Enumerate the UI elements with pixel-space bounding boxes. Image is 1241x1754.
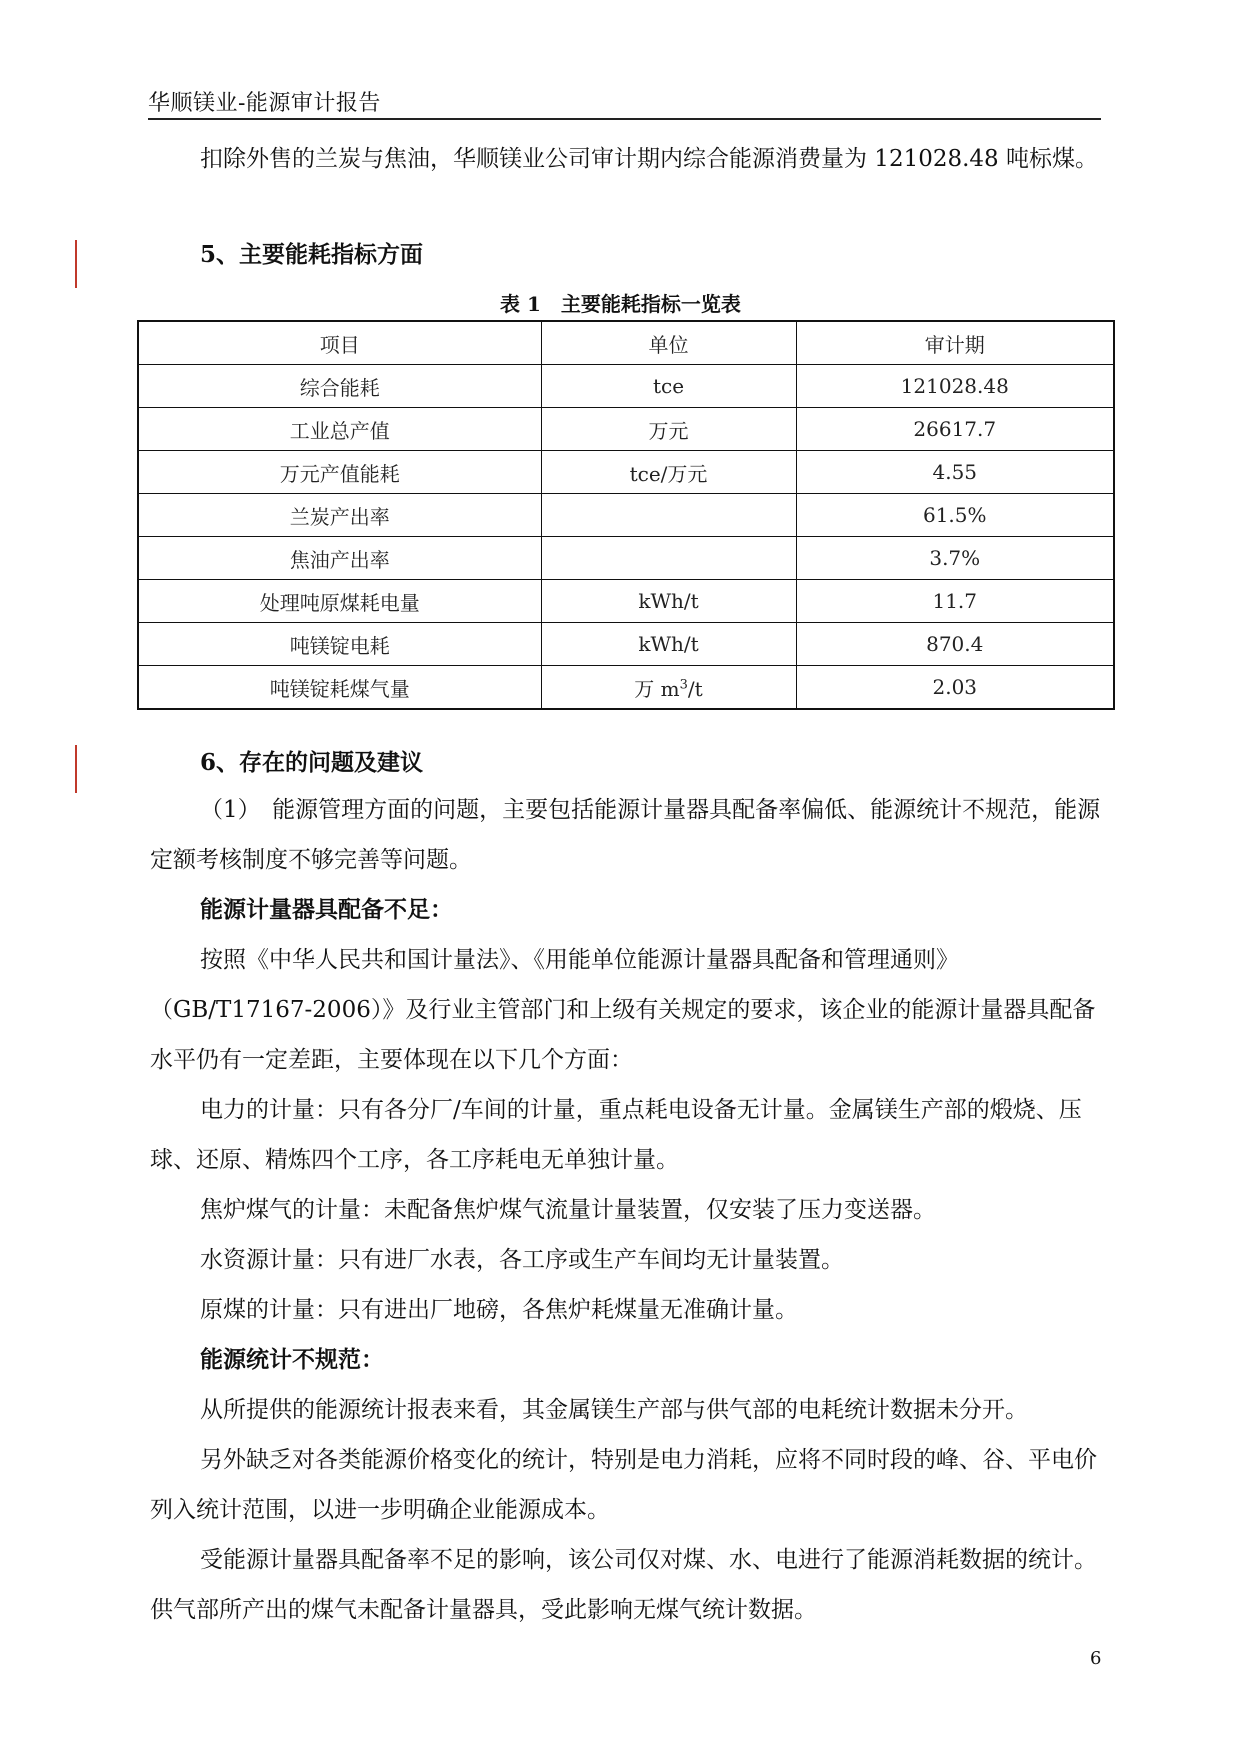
table-header-period: 审计期 [796, 321, 1114, 365]
margin-change-mark [75, 745, 77, 793]
table-cell-unit: 万元 [541, 408, 796, 451]
unit-suffix: /t [687, 676, 703, 701]
issues-intro-paragraph: （1） 能源管理方面的问题，主要包括能源计量器具配备率偏低、能源统计不规范，能源定额考核制度不够完善等问题。 [150, 797, 1101, 873]
table-cell-item: 焦油产出率 [138, 537, 541, 580]
table-cell-value: 121028.48 [796, 365, 1114, 408]
table-cell-item: 综合能耗 [138, 365, 541, 408]
header-divider [148, 118, 1101, 120]
table-cell-value: 11.7 [796, 580, 1114, 623]
table-cell-value: 3.7% [796, 537, 1114, 580]
table-row [138, 666, 1114, 710]
table-cell-item: 吨镁锭电耗 [138, 623, 541, 666]
unit-superscript: 3 [679, 676, 688, 692]
table-cell-item: 工业总产值 [138, 408, 541, 451]
section-6-heading: 6、存在的问题及建议 [200, 749, 424, 776]
table-header-unit: 单位 [541, 321, 796, 365]
table-cell-unit: tce/万元 [541, 451, 796, 494]
table-cell-value: 2.03 [796, 666, 1114, 710]
table-caption: 表 1 主要能耗指标一览表 [500, 292, 741, 316]
table-cell-unit: kWh/t [541, 580, 796, 623]
unit-prefix: 万 m [634, 676, 680, 701]
table-cell-value: 26617.7 [796, 408, 1114, 451]
table-row [138, 537, 1114, 580]
metering-standard-paragraph: 按照《中华人民共和国计量法》、《用能单位能源计量器具配备和管理通则》（GB/T17167-2006）》及行业主管部门和上级有关规定的要求，该企业的能源计量器具配备水平仍有一定差距，主要体现在以下几个方面： [150, 947, 1096, 1073]
electricity-metering-paragraph: 电力的计量：只有各分厂/车间的计量，重点耗电设备无计量。金属镁生产部的煅烧、压球、还原、精炼四个工序，各工序耗电无单独计量。 [150, 1097, 1082, 1173]
table-row [138, 494, 1114, 537]
table-cell-unit [541, 666, 796, 710]
intro-paragraph: 扣除外售的兰炭与焦油，华顺镁业公司审计期内综合能源消费量为 121028.48 吨标煤。 [200, 146, 1098, 172]
statistics-paragraph-3: 受能源计量器具配备率不足的影响，该公司仅对煤、水、电进行了能源消耗数据的统计。供气部所产出的煤气未配备计量器具，受此影响无煤气统计数据。 [150, 1547, 1097, 1623]
section-5-heading: 5、主要能耗指标方面 [200, 241, 424, 268]
coal-metering-paragraph: 原煤的计量：只有进出厂地磅，各焦炉耗煤量无准确计量。 [200, 1297, 798, 1323]
statistics-paragraph-2: 另外缺乏对各类能源价格变化的统计，特别是电力消耗，应将不同时段的峰、谷、平电价列入统计范围，以进一步明确企业能源成本。 [150, 1447, 1097, 1523]
table-row [138, 408, 1114, 451]
table-cell-unit: kWh/t [541, 623, 796, 666]
table-cell-unit: tce [541, 365, 796, 408]
table-row [138, 580, 1114, 623]
table-cell-value: 4.55 [796, 451, 1114, 494]
subheading-statistics: 能源统计不规范： [200, 1346, 384, 1373]
statistics-paragraph-1: 从所提供的能源统计报表来看，其金属镁生产部与供气部的电耗统计数据未分开。 [200, 1397, 1028, 1423]
energy-metrics-table [137, 320, 1115, 710]
table-row [138, 623, 1114, 666]
table-row [138, 365, 1114, 408]
table-row [138, 451, 1114, 494]
table-cell-value: 61.5% [796, 494, 1114, 537]
running-header: 华顺镁业-能源审计报告 [148, 91, 381, 116]
table-cell-unit [541, 494, 796, 537]
subheading-metering: 能源计量器具配备不足： [200, 896, 453, 923]
table-header-item: 项目 [138, 321, 541, 365]
margin-change-mark [75, 240, 77, 288]
table-cell-unit [541, 537, 796, 580]
table-cell-item: 吨镁锭耗煤气量 [138, 666, 541, 710]
water-metering-paragraph: 水资源计量：只有进厂水表，各工序或生产车间均无计量装置。 [200, 1247, 844, 1273]
page-number: 6 [1090, 1648, 1102, 1669]
table-cell-value: 870.4 [796, 623, 1114, 666]
table-cell-item: 处理吨原煤耗电量 [138, 580, 541, 623]
coke-gas-metering-paragraph: 焦炉煤气的计量：未配备焦炉煤气流量计量装置，仅安装了压力变送器。 [200, 1197, 936, 1223]
table-cell-item: 万元产值能耗 [138, 451, 541, 494]
table-cell-item: 兰炭产出率 [138, 494, 541, 537]
table-header-row [138, 321, 1114, 365]
